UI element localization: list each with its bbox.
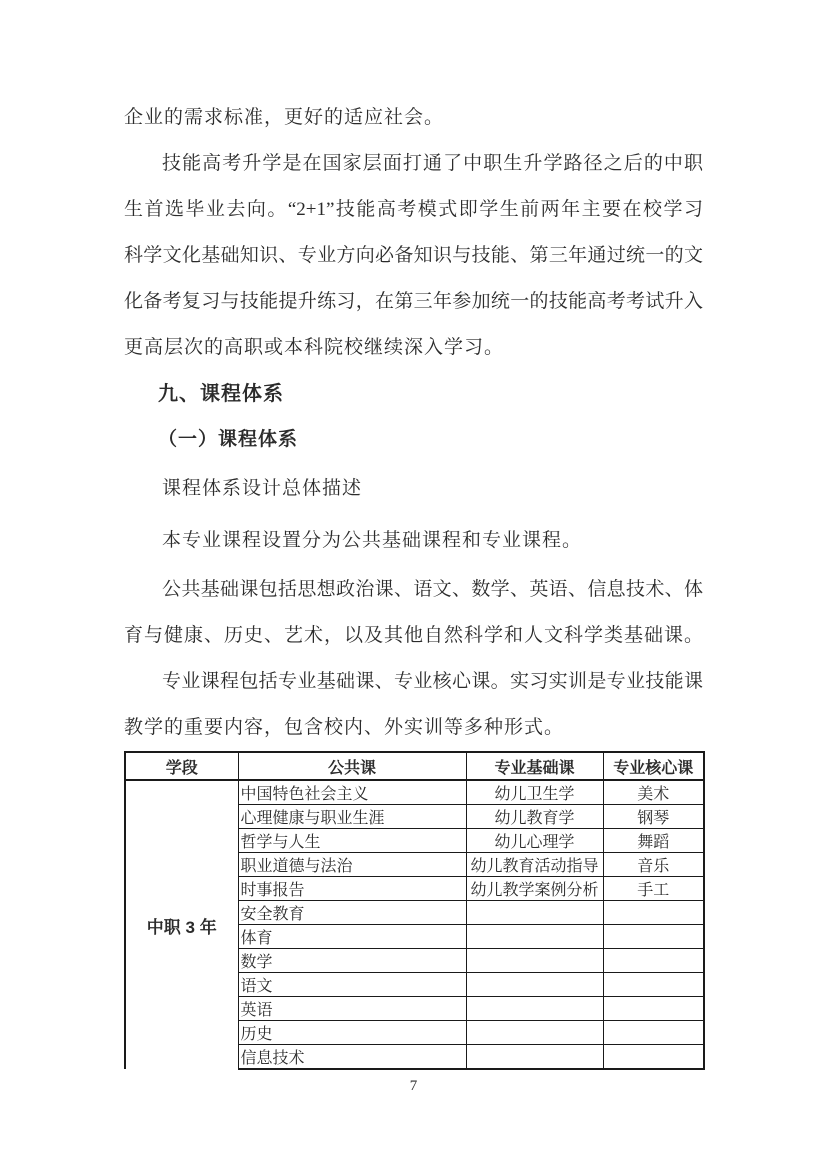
- paragraph-line: 化备考复习与技能提升练习，在第三年参加统一的技能高考考试升入: [124, 291, 703, 312]
- basic-course-cell: 幼儿教学案例分析: [466, 877, 603, 901]
- core-course-cell: [603, 901, 704, 925]
- subsection-heading: （一）课程体系: [158, 429, 299, 450]
- basic-course-cell: [466, 901, 603, 925]
- public-course-cell: 时事报告: [238, 877, 466, 901]
- paragraph-line: 生首选毕业去向。“2+1”技能高考模式即学生前两年主要在校学习: [124, 199, 703, 220]
- table-row: [125, 780, 704, 805]
- core-course-cell: 手工: [603, 877, 704, 901]
- section-heading: 九、课程体系: [158, 383, 284, 405]
- column-header-basic-courses: 专业基础课: [466, 752, 603, 780]
- public-course-cell: 体育: [238, 925, 466, 949]
- basic-course-cell: 幼儿心理学: [466, 829, 603, 853]
- core-course-cell: 舞蹈: [603, 829, 704, 853]
- basic-course-cell: 幼儿教育学: [466, 805, 603, 829]
- core-course-cell: 美术: [603, 780, 704, 805]
- body-text-line: 教学的重要内容，包含校内、外实训等多种形式。: [124, 717, 565, 738]
- core-course-cell: [603, 1045, 704, 1070]
- public-course-cell: 信息技术: [238, 1045, 466, 1070]
- public-course-cell: 哲学与人生: [238, 829, 466, 853]
- public-course-cell: 历史: [238, 1021, 466, 1045]
- stage-cell: 中职 3 年: [125, 780, 238, 1069]
- basic-course-cell: 幼儿教育活动指导: [466, 853, 603, 877]
- core-course-cell: 钢琴: [603, 805, 704, 829]
- public-course-cell: 职业道德与法治: [238, 853, 466, 877]
- basic-course-cell: [466, 973, 603, 997]
- body-text-line: 育与健康、历史、艺术，以及其他自然科学和人文科学类基础课。: [124, 625, 703, 646]
- course-table: [124, 751, 705, 1070]
- public-course-cell: 数学: [238, 949, 466, 973]
- core-course-cell: 音乐: [603, 853, 704, 877]
- public-course-cell: 中国特色社会主义: [238, 780, 466, 805]
- core-course-cell: [603, 925, 704, 949]
- core-course-cell: [603, 1021, 704, 1045]
- table-header-row: [125, 752, 704, 780]
- column-header-stage: 学段: [125, 752, 238, 780]
- public-course-cell: 心理健康与职业生涯: [238, 805, 466, 829]
- core-course-cell: [603, 973, 704, 997]
- core-course-cell: [603, 949, 704, 973]
- page-number: 7: [409, 1078, 418, 1094]
- basic-course-cell: [466, 949, 603, 973]
- public-course-cell: 语文: [238, 973, 466, 997]
- paragraph-line: 技能高考升学是在国家层面打通了中职生升学路径之后的中职: [162, 153, 703, 174]
- body-text-line: 公共基础课包括思想政治课、语文、数学、英语、信息技术、体: [162, 579, 703, 600]
- basic-course-cell: 幼儿卫生学: [466, 780, 603, 805]
- basic-course-cell: [466, 1021, 603, 1045]
- public-course-cell: 安全教育: [238, 901, 466, 925]
- column-header-core-courses: 专业核心课: [603, 752, 704, 780]
- body-text-line: 专业课程包括专业基础课、专业核心课。实习实训是专业技能课: [162, 671, 703, 692]
- paragraph-line: 科学文化基础知识、专业方向必备知识与技能、第三年通过统一的文: [124, 245, 703, 266]
- basic-course-cell: [466, 1045, 603, 1070]
- paragraph-line: 更高层次的高职或本科院校继续深入学习。: [124, 337, 505, 358]
- column-header-public-courses: 公共课: [238, 752, 466, 780]
- body-text-line: 本专业课程设置分为公共基础课程和专业课程。: [162, 530, 583, 551]
- core-course-cell: [603, 997, 704, 1021]
- page-content: [124, 95, 703, 1070]
- basic-course-cell: [466, 925, 603, 949]
- basic-course-cell: [466, 997, 603, 1021]
- body-text-line: 课程体系设计总体描述: [162, 478, 363, 499]
- public-course-cell: 英语: [238, 997, 466, 1021]
- paragraph-line: 企业的需求标准，更好的适应社会。: [124, 107, 445, 128]
